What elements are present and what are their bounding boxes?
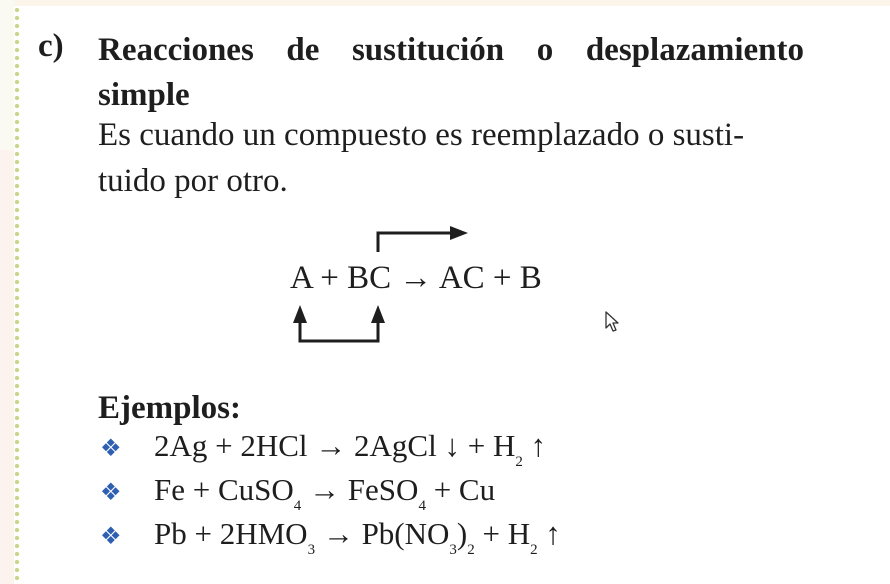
example-formula: $Pb + 2HMO_3 \to Pb(NO_3)_2 + H_2$ ↑ <box>154 516 561 558</box>
example-formula: 2Ag + 2HCl → 2AgCl ↓ + $H_2$ ↑ <box>154 428 547 470</box>
dotted-margin-rule <box>14 6 20 584</box>
examples-heading: Ejemplos: <box>98 390 241 426</box>
section-title: Reacciones de sustitución o desplazamiento simple <box>98 32 804 113</box>
section-letter: c) <box>38 28 64 64</box>
example-3 <box>100 516 561 560</box>
page-top-strip <box>0 0 890 6</box>
mouse-cursor-icon <box>605 311 621 333</box>
section-definition: Es cuando un compuesto es reemplazado o susti- tuido por otro. <box>98 117 745 199</box>
general-equation: A + BC → AC + B <box>290 260 542 296</box>
diamond-bullet-icon: ❖ <box>100 524 122 550</box>
exchange-arrow-right-head <box>371 305 385 323</box>
page-left-margin-upper <box>0 0 14 150</box>
diamond-bullet-icon: ❖ <box>100 436 122 462</box>
diamond-bullet-icon: ❖ <box>100 480 122 506</box>
example-1 <box>100 428 546 472</box>
example-2 <box>100 472 495 516</box>
exchange-arrow-bottom <box>300 323 378 341</box>
displacement-arrow-top-head <box>450 226 468 240</box>
displacement-arrow-top <box>378 233 454 252</box>
exchange-arrow-left-head <box>293 305 307 323</box>
example-formula: Fe + CuSO$_4$ → FeSO$_4$ + Cu <box>154 472 496 514</box>
